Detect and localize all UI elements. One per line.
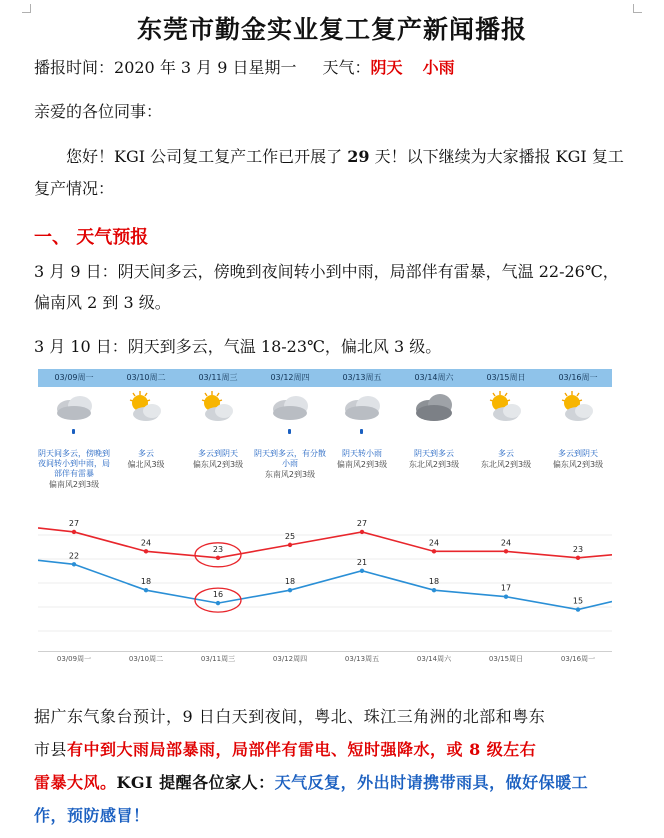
forecast-day-2 bbox=[182, 369, 254, 469]
cloud-rain-icon bbox=[52, 389, 96, 425]
forecast-day-6 bbox=[470, 369, 542, 469]
forecast-date: 03/15周日 bbox=[486, 373, 526, 382]
intro-days: 29 bbox=[347, 147, 370, 166]
temperature-chart bbox=[38, 519, 612, 665]
data-label-1-3: 18 bbox=[284, 577, 296, 587]
data-point-0-7 bbox=[576, 556, 580, 560]
forecast-date: 03/11周三 bbox=[198, 373, 238, 382]
greeting: 亲爱的各位同事： bbox=[34, 102, 163, 121]
intro-part-2: 天！以下继续为大家播报 KGI 复工 bbox=[369, 147, 624, 166]
weather-value-1: 阴天 bbox=[370, 58, 403, 77]
raindrop-icon bbox=[72, 429, 75, 434]
forecast-desc-text: 阴天间多云，傍晚到夜间转小到中雨，局部伴有雷暴 bbox=[38, 449, 110, 478]
data-label-1-2: 16 bbox=[212, 590, 224, 600]
forecast-wind: 偏北风3级 bbox=[127, 460, 165, 469]
data-label-0-4: 27 bbox=[356, 519, 368, 528]
data-label-0-7: 23 bbox=[572, 544, 584, 554]
data-label-0-6: 24 bbox=[500, 538, 512, 548]
forecast-mar9-line2: 偏南风 2 到 3 级。 bbox=[34, 293, 171, 312]
forecast-desc-text: 阴天转小雨 bbox=[342, 449, 382, 458]
chart-baseline bbox=[38, 651, 612, 652]
forecast-wind: 偏南风2到3级 bbox=[48, 480, 100, 489]
data-label-0-3: 25 bbox=[284, 531, 296, 541]
series-line-start-1 bbox=[38, 560, 74, 564]
sun-cloud-icon bbox=[124, 389, 168, 425]
forecast-mar10: 3 月 10 日：阴天到多云，气温 18-23℃，偏北风 3 级。 bbox=[34, 337, 442, 356]
weather-label: 天气： bbox=[322, 58, 371, 77]
data-label-1-7: 15 bbox=[572, 596, 584, 606]
data-point-0-5 bbox=[432, 549, 436, 553]
cloud-rain-icon bbox=[268, 389, 312, 425]
forecast-desc-text: 多云 bbox=[138, 449, 154, 458]
data-point-1-5 bbox=[432, 588, 436, 592]
sun-cloud-icon bbox=[196, 389, 240, 425]
series-line-0 bbox=[74, 532, 612, 558]
closing-line-3 bbox=[34, 766, 634, 799]
forecast-wind: 偏南风2到3级 bbox=[336, 460, 388, 469]
page-title: 东莞市勤金实业复工复产新闻播报 bbox=[136, 15, 527, 44]
x-tick-label: 03/15周日 bbox=[488, 655, 524, 663]
broadcast-date: 2020 年 3 月 9 日星期一 bbox=[114, 58, 297, 77]
forecast-mar9-line1: 3 月 9 日：阴天间多云，傍晚到夜间转小到中雨，局部伴有雷暴，气温 22-26℃， bbox=[34, 262, 619, 281]
forecast-desc-text: 阴天到多云，有分散小雨 bbox=[254, 449, 326, 468]
x-tick-label: 03/13周五 bbox=[344, 655, 380, 663]
forecast-day-1 bbox=[110, 369, 182, 469]
forecast-desc-text: 阴天到多云 bbox=[414, 449, 454, 458]
weather-value-2: 小雨 bbox=[422, 58, 455, 77]
x-tick-label: 03/12周四 bbox=[272, 655, 308, 663]
forecast-date: 03/14周六 bbox=[414, 373, 454, 382]
x-tick-label: 03/11周三 bbox=[200, 655, 236, 663]
data-point-0-1 bbox=[144, 549, 148, 553]
forecast-day-0 bbox=[38, 369, 110, 489]
forecast-desc bbox=[326, 449, 398, 470]
series-line-1 bbox=[74, 564, 612, 609]
forecast-day-4 bbox=[326, 369, 398, 469]
forecast-desc bbox=[38, 449, 110, 490]
series-line-start-0 bbox=[38, 528, 74, 532]
forecast-date: 03/10周二 bbox=[126, 373, 166, 382]
forecast-desc-text: 多云到阴天 bbox=[198, 449, 238, 458]
closing-reminder-label: KGI 提醒各位家人： bbox=[116, 773, 275, 792]
data-label-0-2: 23 bbox=[212, 544, 224, 554]
forecast-desc bbox=[398, 449, 470, 470]
data-label-1-6: 17 bbox=[500, 583, 512, 593]
forecast-desc bbox=[110, 449, 182, 470]
x-tick-label: 03/10周二 bbox=[128, 655, 164, 663]
forecast-date: 03/09周一 bbox=[54, 373, 94, 382]
intro-part-1: 您好！KGI 公司复工复产工作已开展了 bbox=[66, 147, 348, 166]
closing-region: 市县 bbox=[34, 740, 68, 759]
sun-cloud-icon bbox=[556, 389, 600, 425]
section-heading-weather: 一、 天气预报 bbox=[34, 227, 149, 248]
forecast-desc bbox=[182, 449, 254, 470]
forecast-wind: 东南风2到3级 bbox=[264, 470, 316, 479]
closing-warning: 有中到大雨局部暴雨，局部伴有雷电、短时强降水，或 8 级左右 bbox=[67, 740, 537, 759]
x-tick-label: 03/09周一 bbox=[56, 655, 92, 663]
weather-forecast-panel bbox=[38, 369, 612, 665]
data-label-1-0: 22 bbox=[68, 551, 80, 561]
forecast-desc-text: 多云 bbox=[498, 449, 514, 458]
data-point-1-1 bbox=[144, 588, 148, 592]
closing-line-1: 据广东气象台预计，9 日白天到夜间，粤北、珠江三角洲的北部和粤东 bbox=[34, 707, 546, 726]
dark-cloud-icon bbox=[412, 389, 456, 425]
data-point-0-4 bbox=[360, 530, 364, 534]
forecast-day-7 bbox=[542, 369, 614, 469]
sun-cloud-icon bbox=[484, 389, 528, 425]
closing-reminder-end: 作，预防感冒！ bbox=[34, 806, 150, 825]
forecast-wind: 东北风2到3级 bbox=[408, 460, 460, 469]
raindrop-icon bbox=[360, 429, 363, 434]
closing-line-4 bbox=[34, 799, 634, 832]
forecast-wind: 偏东风2到3级 bbox=[552, 460, 604, 469]
forecast-date: 03/16周一 bbox=[558, 373, 598, 382]
forecast-desc bbox=[470, 449, 542, 470]
closing-reminder-text: 天气反复，外出时请携带雨具，做好保暖工 bbox=[274, 773, 589, 792]
x-tick-label: 03/14周六 bbox=[416, 655, 452, 663]
data-label-1-4: 21 bbox=[356, 557, 368, 567]
data-label-1-1: 18 bbox=[140, 577, 152, 587]
forecast-wind: 东北风2到3级 bbox=[480, 460, 532, 469]
forecast-day-5 bbox=[398, 369, 470, 469]
data-point-1-6 bbox=[504, 594, 508, 598]
data-label-1-5: 18 bbox=[428, 577, 440, 587]
data-point-1-0 bbox=[72, 562, 76, 566]
broadcast-line bbox=[34, 52, 634, 84]
forecast-date: 03/12周四 bbox=[270, 373, 310, 382]
forecast-wind: 偏东风2到3级 bbox=[192, 460, 244, 469]
data-point-1-3 bbox=[288, 588, 292, 592]
broadcast-label: 播报时间： bbox=[34, 58, 115, 77]
data-point-0-3 bbox=[288, 543, 292, 547]
cloud-rain-icon bbox=[340, 389, 384, 425]
raindrop-icon bbox=[288, 429, 291, 434]
data-label-0-0: 27 bbox=[68, 519, 80, 528]
forecast-desc bbox=[254, 449, 326, 480]
data-point-1-4 bbox=[360, 569, 364, 573]
intro-line-1 bbox=[66, 141, 634, 173]
data-point-0-0 bbox=[72, 530, 76, 534]
data-label-0-5: 24 bbox=[428, 538, 440, 548]
data-point-1-2 bbox=[216, 601, 220, 605]
closing-warning-end: 雷暴大风。 bbox=[34, 773, 117, 792]
forecast-desc-text: 多云到阴天 bbox=[558, 449, 598, 458]
forecast-date: 03/13周五 bbox=[342, 373, 382, 382]
closing-line-2 bbox=[34, 733, 634, 766]
data-label-0-1: 24 bbox=[140, 538, 152, 548]
x-tick-label: 03/16周一 bbox=[560, 655, 596, 663]
forecast-desc bbox=[542, 449, 614, 470]
data-point-0-6 bbox=[504, 549, 508, 553]
intro-line-2: 复产情况： bbox=[34, 179, 115, 198]
forecast-day-3 bbox=[254, 369, 326, 479]
data-point-0-2 bbox=[216, 556, 220, 560]
data-point-1-7 bbox=[576, 607, 580, 611]
